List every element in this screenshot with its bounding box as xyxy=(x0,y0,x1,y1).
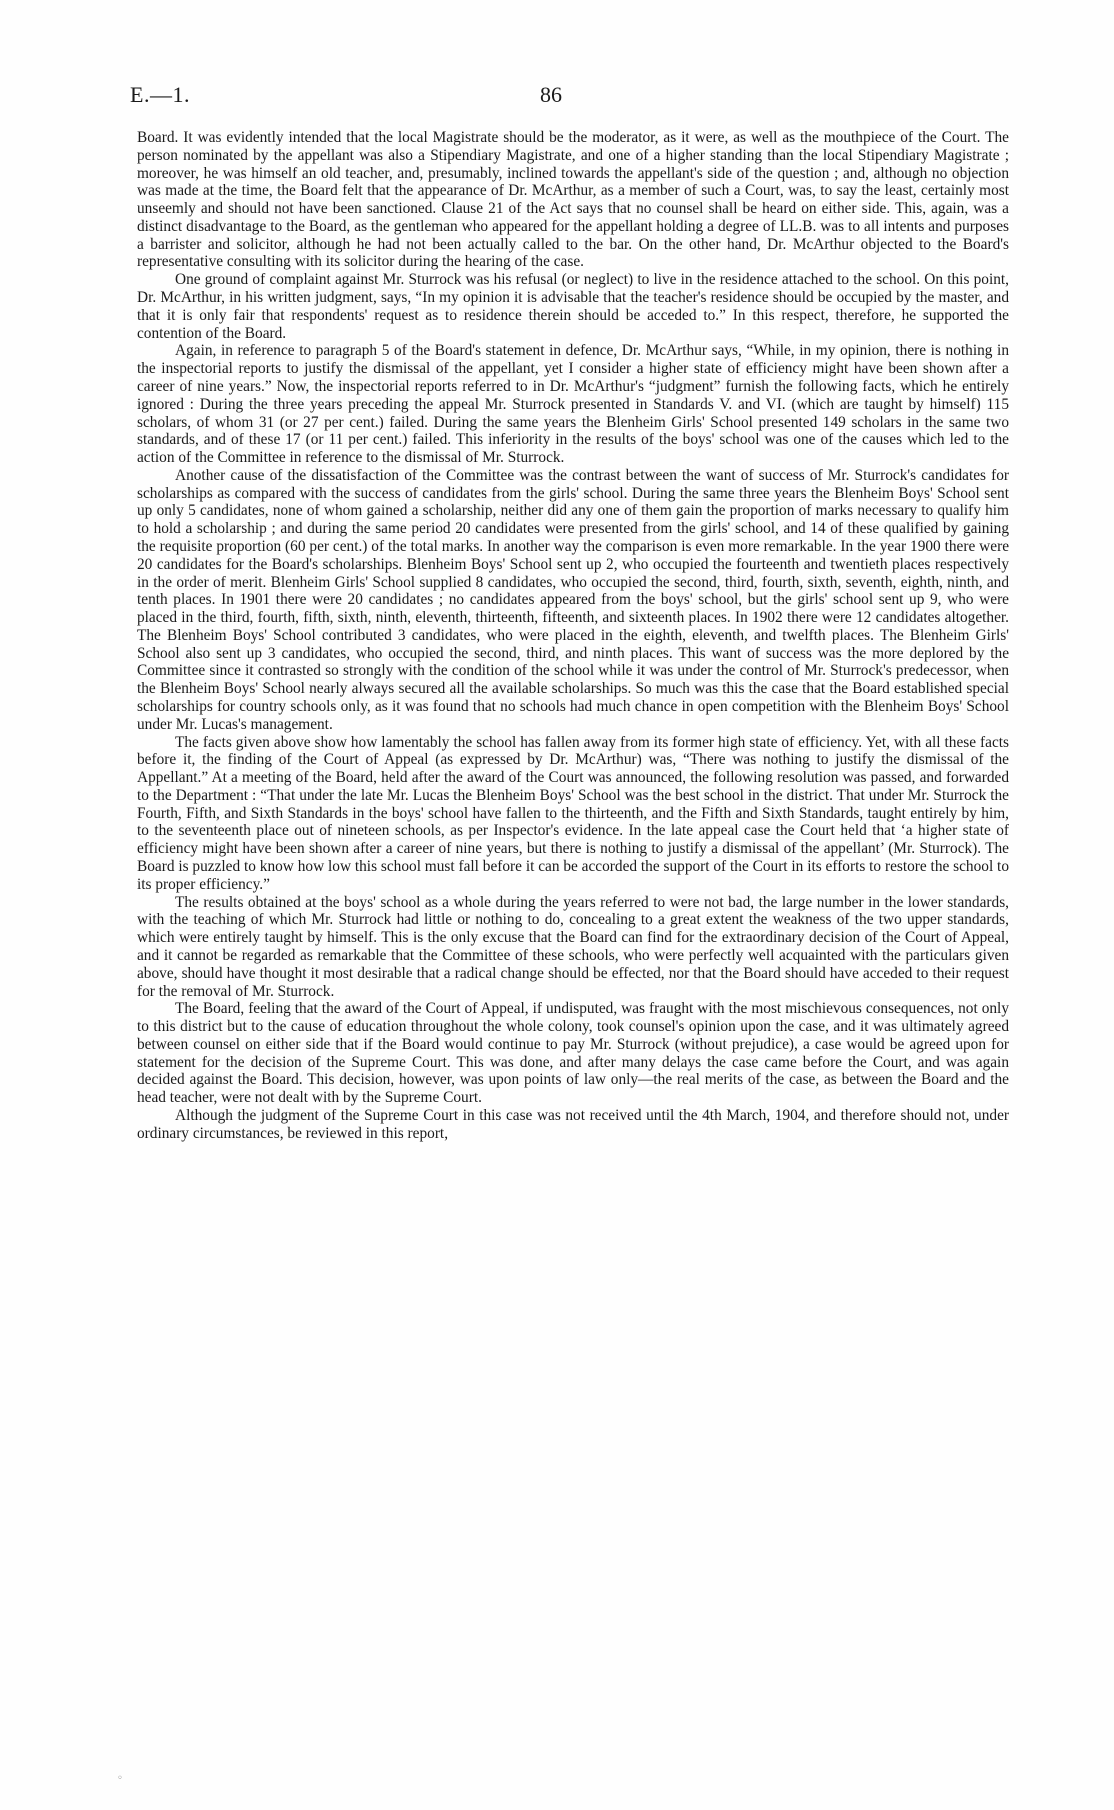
paragraph: Another cause of the dissatisfaction of the Committee was the contrast between the want of success of Mr. Sturrock's candidates for scholarships as compared with the success of candidates from the girls' school. During the same three years the Blenheim Boys' School sent up only 5 candidates, none of whom gained a scholarship, neither did any one of them gain the proportion of marks necessary to qualify him to hold a scholarship ; and during the same period 20 candidates were presented from the girls' school, and 14 of these qualified by gaining the requisite proportion (60 per cent.) of the total marks. In another way the comparison is even more remarkable. In the year 1900 there were 20 candidates for the Board's scholarships. Blenheim Boys' School sent up 2, who occupied the fourteenth and twentieth places respectively in the order of merit. Blenheim Girls' School supplied 8 candidates, who occupied the second, third, fourth, sixth, seventh, eighth, ninth, and tenth places. In 1901 there were 20 candidates ; no candidates appeared from the boys' school, but the girls' school sent up 9, who were placed in the third, fourth, fifth, sixth, ninth, eleventh, thirteenth, fifteenth, and sixteenth places. In 1902 there were 12 candidates altogether. The Blenheim Boys' School contributed 3 candidates, who were placed in the eighth, eleventh, and twelfth places. The Blenheim Girls' School also sent up 3 candidates, who occupied the second, third, and ninth places. This want of success was the more deplored by the Committee since it contrasted so strongly with the condition of the school while it was under the control of Mr. Sturrock's predecessor, when the Blenheim Boys' School nearly always secured all the available scholarships. So much was this the case that the Board established special scholarships for country schools only, as it was found that no schools had much chance in open competition with the Blenheim Boys' School under Mr. Lucas's management. xyxy=(137,466,1009,733)
scan-speck: ◦ xyxy=(117,1773,123,1784)
paragraph: The facts given above show how lamentably the school has fallen away from its former high state of efficiency. Yet, with all these facts before it, the finding of the Court of Appeal (as expressed by Dr. McArthur) was, “There was nothing to justify the dismissal of the Appellant.” At a meeting of the Board, held after the award of the Court was announced, the following resolution was passed, and forwarded to the Department : “That under the late Mr. Lucas the Blenheim Boys' School was the best school in the district. That under Mr. Sturrock the Fourth, Fifth, and Sixth Standards in the boys' school have fallen to the thirteenth, and the Fifth and Sixth Standards, taught entirely by him, to the seventeenth place out of nineteen schools, as per Inspector's evidence. In the late appeal case the Court held that ‘a higher state of efficiency might have been shown after a career of nine years, but there is nothing to justify a dismissal of the appellant’ (Mr. Sturrock). The Board is puzzled to know how low this school must fall before it can be accorded the support of the Court in its efforts to restore the school to its proper efficiency.” xyxy=(137,733,1009,893)
paragraph: The results obtained at the boys' school as a whole during the years referred to were not bad, the large number in the lower standards, with the teaching of which Mr. Sturrock had little or nothing to do, concealing to a great extent the weakness of the two upper standards, which were entirely taught by himself. This is the only excuse that the Board can find for the extraordinary decision of the Court of Appeal, and it cannot be regarded as remarkable that the Committee of these schools, who were perfectly well acquainted with the particulars given above, should have thought it most desirable that a radical change should be effected, nor that the Board should have acceded to their request for the removal of Mr. Sturrock. xyxy=(137,893,1009,1000)
paragraph: One ground of complaint against Mr. Sturrock was his refusal (or neglect) to live in the residence attached to the school. On this point, Dr. McArthur, in his written judgment, says, “In my opinion it is advisable that the teacher's residence should be occupied by the master, and that it is only fair that respondents' request as to residence therein should be acceded to.” In this respect, therefore, he supported the contention of the Board. xyxy=(137,271,1009,342)
paragraph-continued: Board. It was evidently intended that the local Magistrate should be the moderator, as it were, as well as the mouthpiece of the Court. The person nominated by the appellant was also a Stipendiary Magistrate, and one of a higher standing than the local Stipendiary Magistrate ; moreover, he was himself an old teacher, and, presumably, inclined towards the appellant's side of the question ; and, although no objection was made at the time, the Board felt that the appearance of Dr. McArthur, as a member of such a Court, was, to say the least, certainly most unseemly and should not have been sanctioned. Clause 21 of the Act says that no counsel shall be heard on either side. This, again, was a distinct disadvantage to the Board, as the gentleman who appeared for the appellant holding a degree of LL.B. was to all intents and purposes a barrister and solicitor, although he had not been actually called to the bar. On the other hand, Dr. McArthur objected to the Board's representative consulting with its solicitor during the hearing of the case. xyxy=(137,129,1009,271)
paragraph-final: Although the judgment of the Supreme Court in this case was not received until the 4th March, 1904, and therefore should not, under ordinary circumstances, be reviewed in this report, xyxy=(137,1106,1009,1142)
page-header xyxy=(130,82,1010,112)
page-number: 86 xyxy=(540,82,562,107)
paragraph: The Board, feeling that the award of the Court of Appeal, if undisputed, was fraught with the most mischievous consequences, not only to this district but to the cause of education throughout the whole colony, took counsel's opinion upon the case, and it was ultimately agreed between counsel on either side that if the Board would continue to pay Mr. Sturrock (without prejudice), a case would be agreed upon for statement for the decision of the Supreme Court. This was done, and after many delays the case came before the Court, and was again decided against the Board. This decision, however, was upon points of law only—the real merits of the case, as between the Board and the head teacher, were not dealt with by the Supreme Court. xyxy=(137,1000,1009,1107)
body-text xyxy=(137,129,1009,1143)
document-reference: E.—1. xyxy=(130,82,190,107)
paragraph: Again, in reference to paragraph 5 of the Board's statement in defence, Dr. McArthur says, “While, in my opinion, there is nothing in the inspectorial reports to justify the dismissal of the appellant, yet I consider a higher state of efficiency might have been shown after a career of nine years.” Now, the inspectorial reports referred to in Dr. McArthur's “judgment” furnish the following facts, which he entirely ignored : During the three years preceding the appeal Mr. Sturrock presented in Standards V. and VI. (which are taught by himself) 115 scholars, of whom 31 (or 27 per cent.) failed. During the same years the Blenheim Girls' School presented 149 scholars in the same two standards, and of these 17 (or 11 per cent.) failed. This inferiority in the results of the boys' school was one of the causes which led to the action of the Committee in reference to the dismissal of Mr. Sturrock. xyxy=(137,342,1009,467)
